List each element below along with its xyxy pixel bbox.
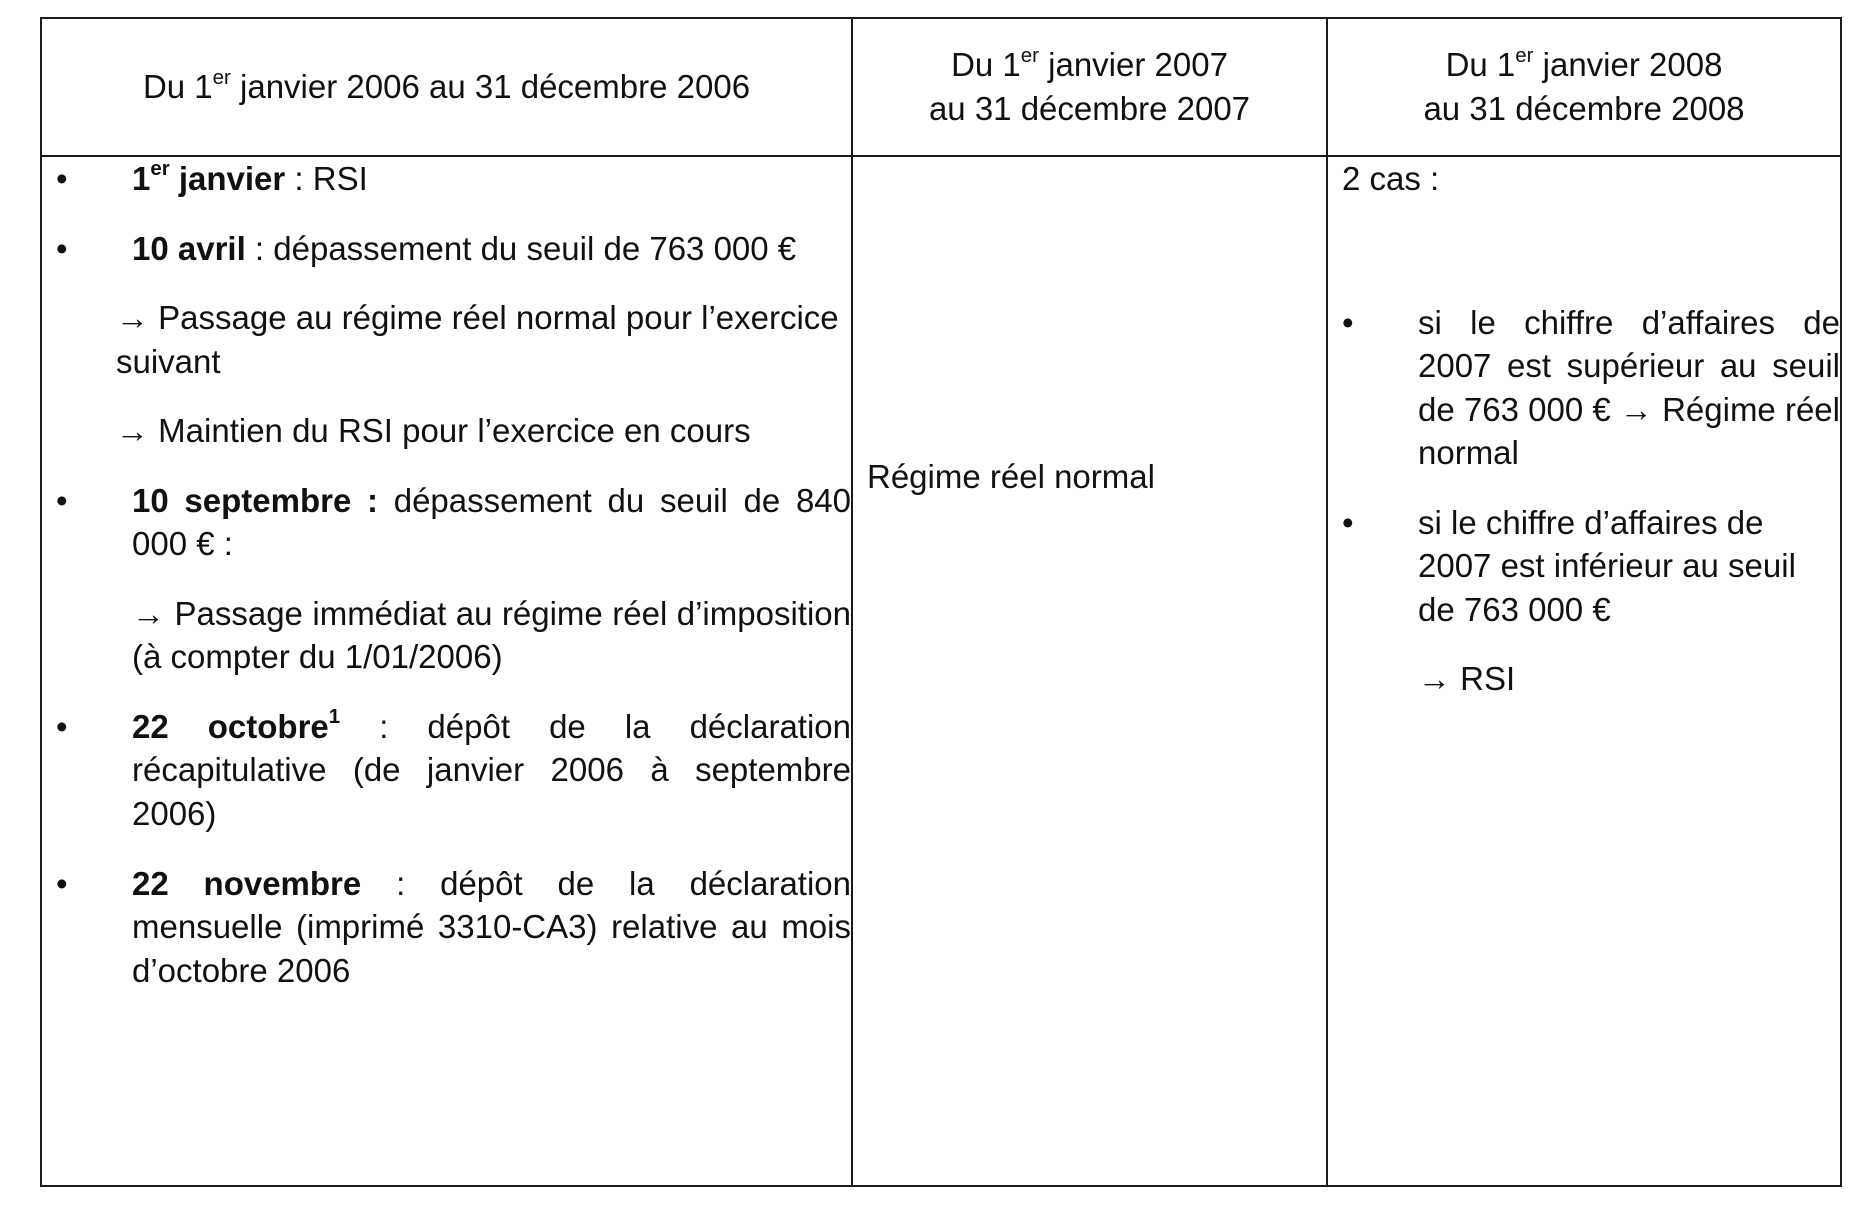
header-2007-prefix: Du 1 (951, 46, 1021, 84)
bullet: • (56, 864, 68, 902)
date-month: janvier (169, 160, 286, 197)
list-item-10-avril (42, 227, 851, 271)
date-label: 22 novembre (132, 864, 362, 902)
header-2006-sup: er (212, 65, 231, 89)
list-item-10-septembre (42, 479, 851, 566)
cases-intro: 2 cas : (1342, 160, 1440, 197)
list-item-text: : dépôt de la déclaration mensuelle (imprimé 3310-CA3) relative au mois d’octobre 2006 (132, 864, 852, 989)
header-2007-line1: janvier 2007 (1038, 46, 1228, 84)
header-2008-prefix: Du 1 (1445, 46, 1516, 84)
date-label: 10 avril (132, 229, 246, 267)
arrow-note-maintien-rsi: → Maintien du RSI pour l’exercice en cours (116, 412, 751, 450)
header-2006-prefix: Du 1 (142, 68, 213, 106)
cell-2007 (852, 156, 1327, 1186)
case-inferieur (1328, 501, 1840, 632)
list-item-22-novembre (42, 862, 851, 993)
date-label (132, 157, 286, 197)
header-2008-line1: janvier 2008 (1533, 46, 1723, 84)
footnote-ref: 1 (328, 705, 341, 729)
list-item-text: : dépassement du seuil de 763 000 € (245, 229, 797, 267)
header-row (41, 18, 1841, 156)
list-item-22-octobre (42, 705, 851, 836)
case-result-rsi: → RSI (1418, 660, 1516, 698)
case-text: si le chiffre d’affaires de 2007 est inférieur au seuil de 763 000 € (1418, 503, 1796, 628)
cell-2008 (1327, 156, 1841, 1186)
header-2008 (1327, 18, 1841, 156)
bullet: • (1342, 303, 1354, 341)
regime-reel-normal-text: Régime réel normal (867, 458, 1155, 495)
date-label: 10 septembre : (132, 481, 379, 519)
bullet: • (56, 481, 68, 519)
list-item-1er-janvier (42, 157, 851, 201)
body-row (41, 156, 1841, 1186)
case-superieur (1328, 301, 1840, 475)
header-2007 (852, 18, 1327, 156)
date-label (132, 705, 341, 745)
header-2008-line2: au 31 décembre 2008 (1423, 90, 1745, 127)
bullet: • (56, 160, 68, 197)
regime-table (40, 17, 1842, 1187)
bullet: • (56, 229, 68, 267)
arrow-note-passage-reel: → Passage au régime réel normal pour l’exercice suivant (116, 299, 839, 380)
date-text: 22 octobre (132, 707, 329, 745)
date-sup: er (150, 157, 170, 181)
header-2007-sup: er (1020, 43, 1039, 67)
header-2006 (41, 18, 852, 156)
bullet: • (1342, 503, 1354, 541)
arrow-note-passage-immediat: → Passage immédiat au régime réel d’imposition (à compter du 1/01/2006) (132, 594, 851, 676)
bullet: • (56, 707, 68, 745)
cell-2006 (41, 156, 852, 1186)
header-2008-sup: er (1515, 43, 1534, 67)
list-item-text: : dépôt de la déclaration récapitulative (de janvier 2006 à septembre 2006) (132, 707, 852, 833)
date-day: 1 (132, 160, 151, 197)
list-item-text: dépassement du seuil de 840 000 € : (132, 481, 852, 563)
header-2007-line2: au 31 décembre 2007 (928, 90, 1251, 127)
list-item-text: : RSI (285, 160, 368, 197)
case-text: si le chiffre d’affaires de 2007 est supérieur au seuil de 763 000 € → Régime réel normal (1418, 303, 1840, 472)
header-2006-rest: janvier 2006 au 31 décembre 2006 (230, 68, 751, 106)
